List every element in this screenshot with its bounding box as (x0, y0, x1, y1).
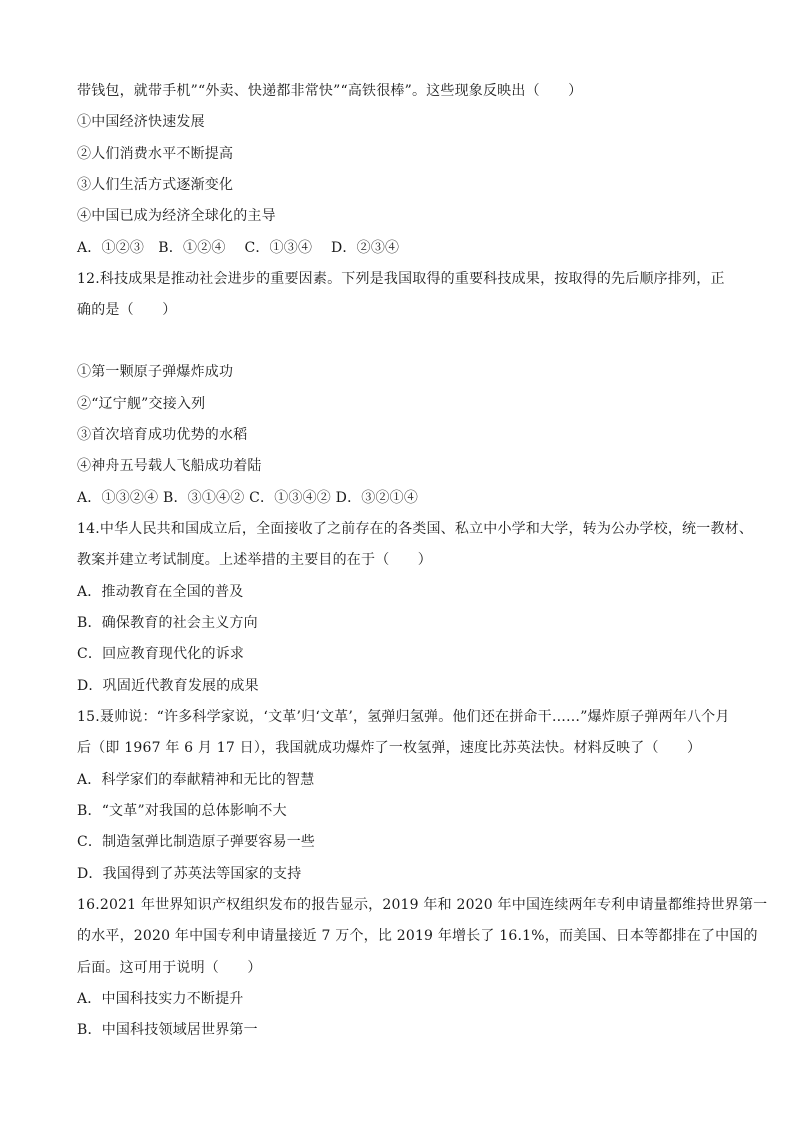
q11-item-1: ①中国经济快速发展 (77, 114, 205, 130)
q14-option-c: C．回应教育现代化的诉求 (77, 646, 245, 662)
q15-option-d: D．我国得到了苏英法等国家的支持 (77, 866, 302, 882)
q16-stem-line-1: 16.2021 年世界知识产权组织发布的报告显示，2019 年和 2020 年中国连续两年专利申请量都维持世界第一 (77, 897, 768, 913)
q11-item-3: ③人们生活方式逐渐变化 (77, 177, 234, 193)
q15-option-b: B．“文革”对我国的总体影响不大 (77, 803, 287, 819)
q12-stem-line-2: 确的是（ ） (77, 302, 177, 318)
q12-stem-line-1: 12.科技成果是推动社会进步的重要因素。下列是我国取得的重要科技成果，按取得的先后顺序排列，正 (77, 271, 725, 287)
q15-stem-line-1: 15.聂帅说：“许多科学家说，‘文革’归‘文革’，氢弹归氢弹。他们还在拼命干……”爆炸原子弹两年八个月 (77, 709, 730, 725)
q14-stem-line-2: 教案并建立考试制度。上述举措的主要目的在于（ ） (77, 552, 432, 568)
q15-option-a: A．科学家们的奉献精神和无比的智慧 (77, 772, 315, 788)
q12-item-3: ③首次培育成功优势的水稻 (77, 427, 248, 443)
q16-option-b: B．中国科技领域居世界第一 (77, 1022, 258, 1038)
q14-option-d: D．巩固近代教育发展的成果 (77, 678, 259, 694)
q11-item-4: ④中国已成为经济全球化的主导 (77, 208, 276, 224)
q11-options: A．①②③ B．①②④ C．①③④ D．②③④ (77, 240, 400, 256)
q14-stem-line-1: 14.中华人民共和国成立后，全面接收了之前存在的各类国、私立中小学和大学，转为公办学校，统一教材、 (77, 521, 754, 537)
q15-stem-line-2: 后（即 1967 年 6 月 17 日），我国就成功爆炸了一枚氢弹，速度比苏英法快。材料反映了（ ） (77, 740, 702, 756)
q14-option-a: A．推动教育在全国的普及 (77, 584, 244, 600)
q14-option-b: B．确保教育的社会主义方向 (77, 615, 258, 631)
q12-item-1: ①第一颗原子弹爆炸成功 (77, 364, 234, 380)
q16-option-a: A．中国科技实力不断提升 (77, 991, 244, 1007)
q12-options: A．①③②④ B．③①④② C．①③④② D．③②①④ (77, 490, 419, 506)
q12-item-2: ②“辽宁舰”交接入列 (77, 396, 206, 412)
q16-stem-line-3: 后面。这可用于说明（ ） (77, 960, 262, 976)
q15-option-c: C．制造氢弹比制造原子弹要容易一些 (77, 834, 316, 850)
q12-item-4: ④神舟五号载人飞船成功着陆 (77, 458, 262, 474)
q16-stem-line-2: 的水平，2020 年中国专利申请量接近 7 万个，比 2019 年增长了 16.1%，而美国、日本等都排在了中国的 (77, 928, 758, 944)
q11-item-2: ②人们消费水平不断提高 (77, 146, 234, 162)
q11-stem: 带钱包，就带手机”“外卖、快递都非常快”“高铁很棒”。这些现象反映出（ ） (77, 83, 583, 99)
